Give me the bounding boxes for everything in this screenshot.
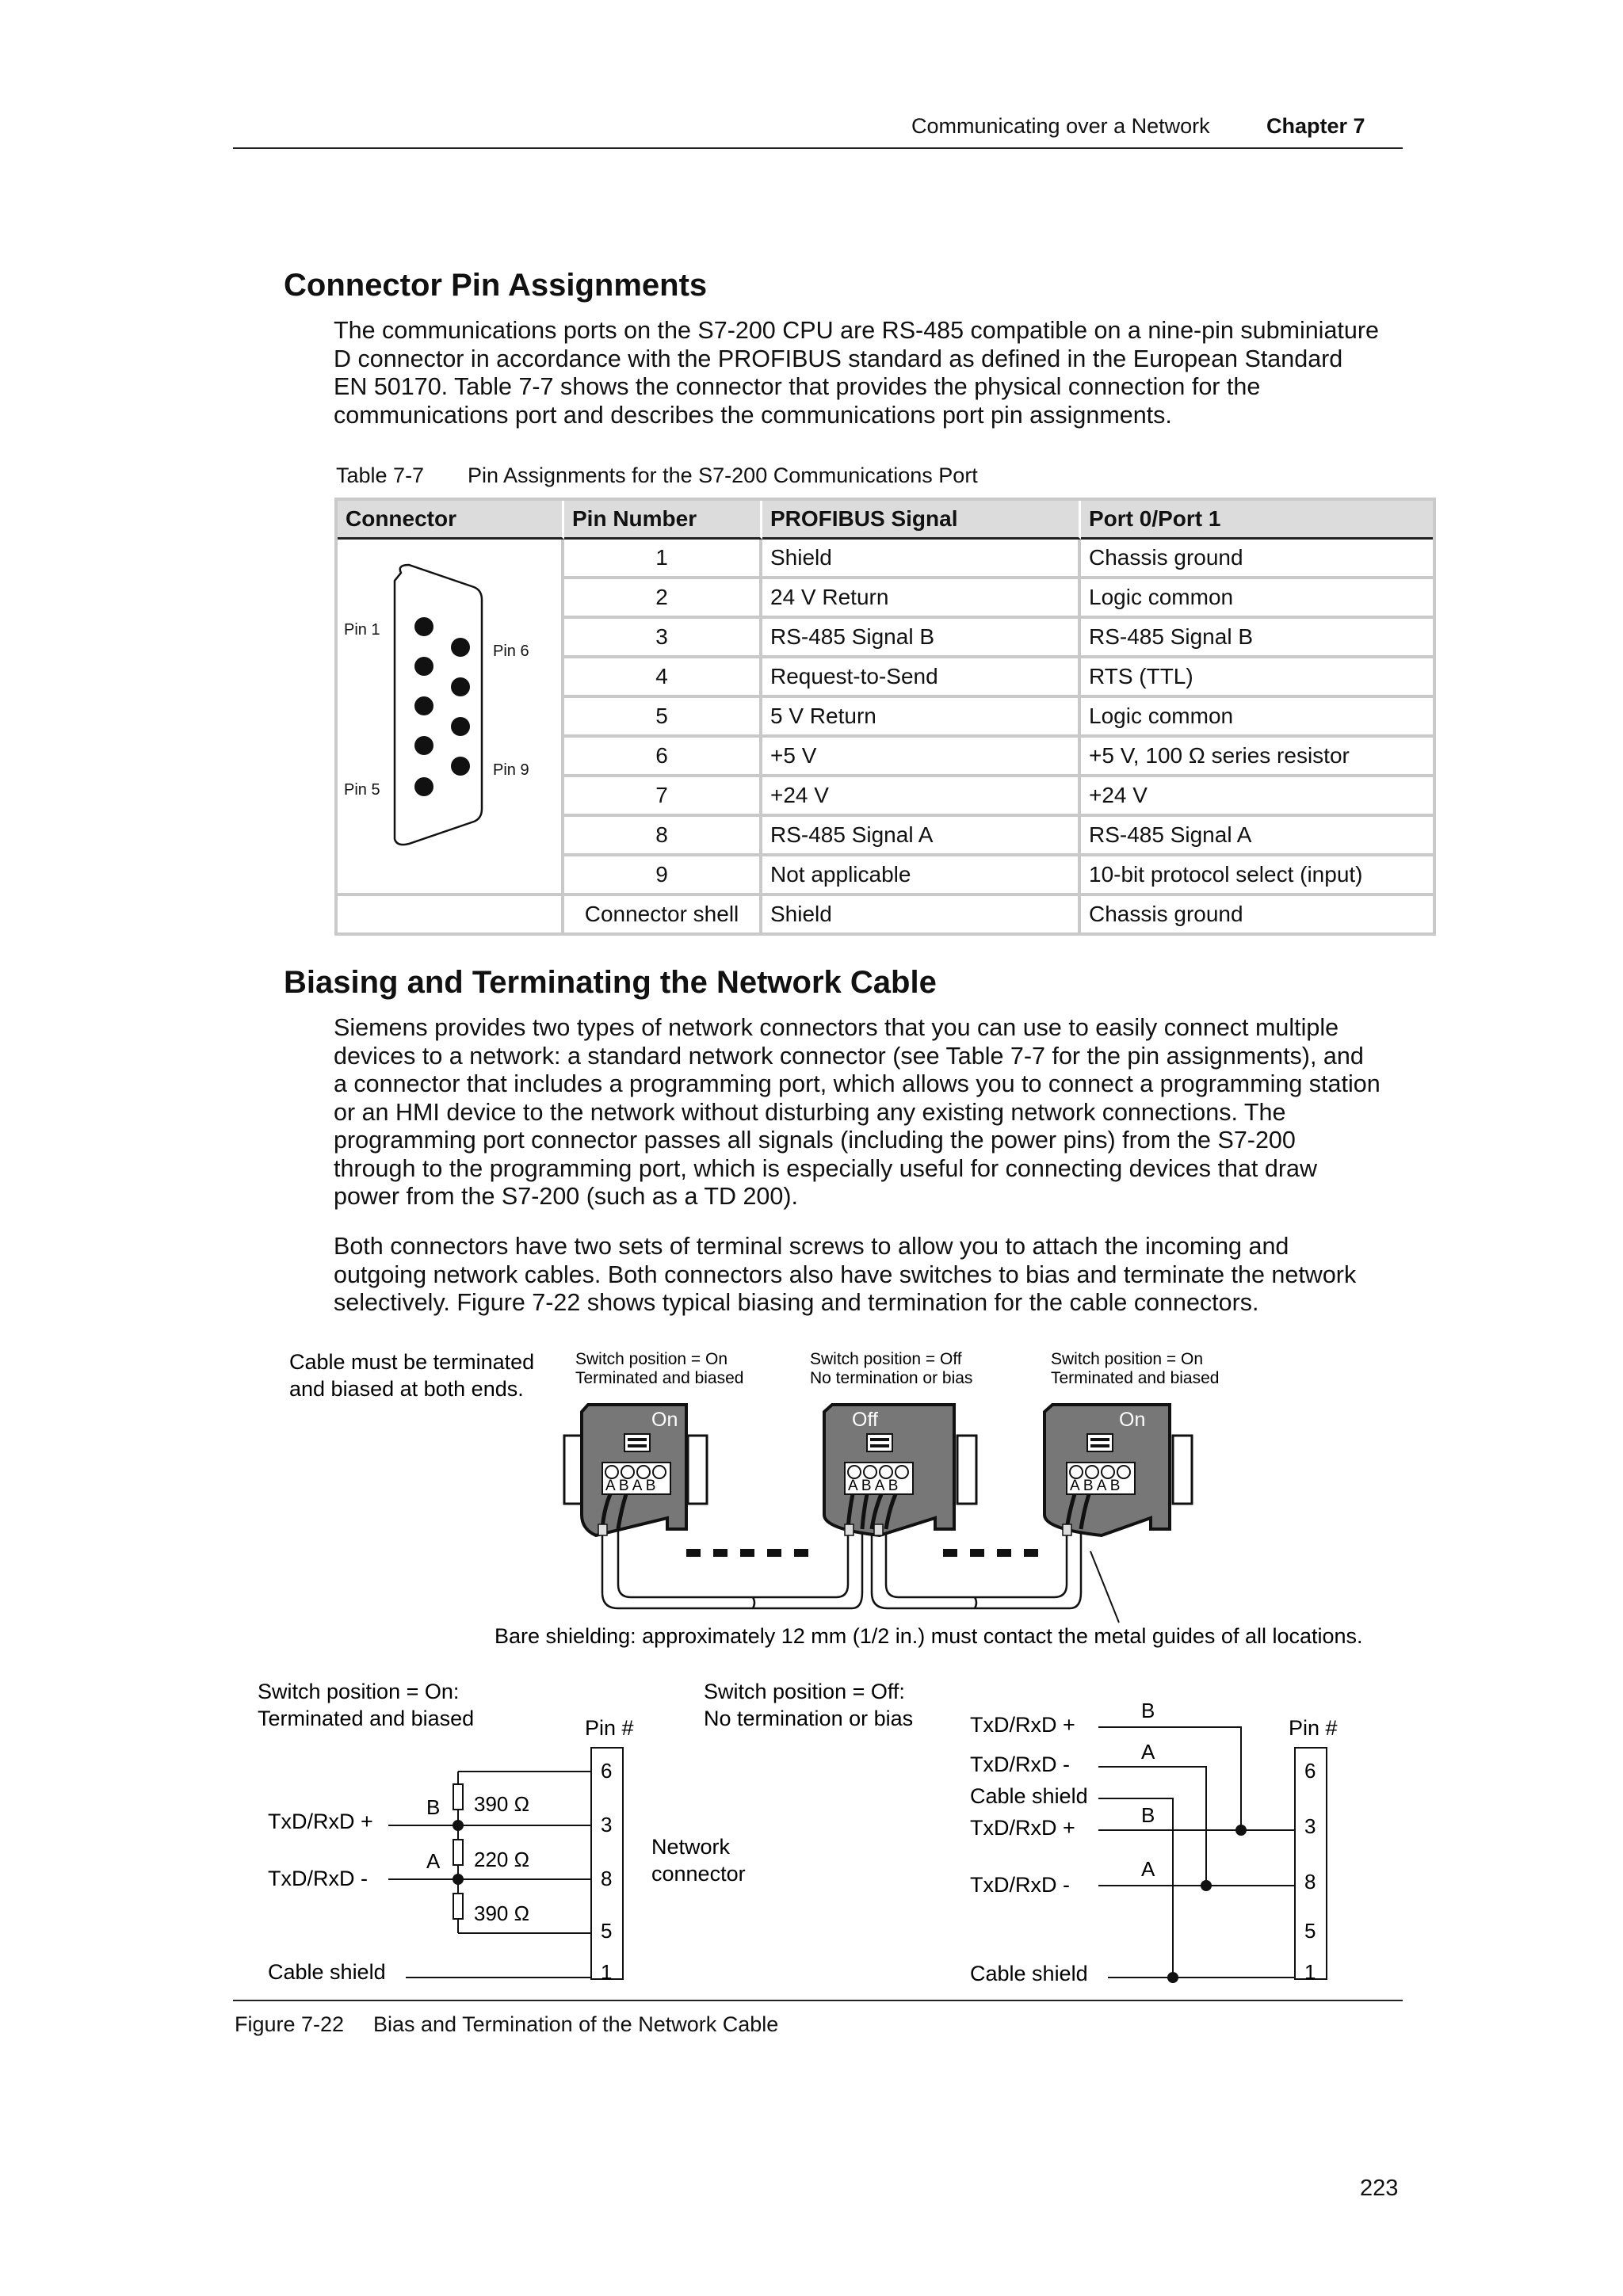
cell-port: Chassis ground <box>1089 902 1243 926</box>
left-line-a: A <box>426 1849 441 1873</box>
cell-signal: RS-485 Signal A <box>762 817 1081 856</box>
right-schematic-title: Switch position = Off: <box>704 1680 905 1703</box>
connector-3-description: Terminated and biased <box>1051 1369 1220 1387</box>
paragraph-line: communications port and describes the communications port pin assignments. <box>334 401 1172 429</box>
header-connector: Connector <box>338 501 564 540</box>
left-pin-header: Pin # <box>585 1716 634 1740</box>
cell-port: RTS (TTL) <box>1081 658 1433 698</box>
cell-port: Logic common <box>1081 698 1433 738</box>
paragraph-terminal-screws <box>334 1233 1411 1318</box>
left-line-b: B <box>426 1795 441 1819</box>
cell-pin: 6 <box>564 738 762 777</box>
header-profibus-signal: PROFIBUS Signal <box>762 501 1081 540</box>
cell-port: 10-bit protocol select (input) <box>1081 856 1433 896</box>
terminal-labels: A B A B <box>1070 1478 1121 1494</box>
cell-pin: 8 <box>564 817 762 856</box>
label-pin-1: Pin 1 <box>344 621 380 639</box>
table-row <box>338 540 1433 579</box>
pin-assignment-table <box>334 498 1436 936</box>
cell-port: RS-485 Signal A <box>1081 817 1433 856</box>
page-number: 223 <box>1360 2176 1399 2201</box>
figure-note-line: Cable must be terminated <box>289 1350 535 1374</box>
paragraph-line: D connector in accordance with the PROFIBUS standard as defined in the European Standard <box>334 345 1343 372</box>
left-signal-txd-minus: TxD/RxD - <box>268 1867 368 1890</box>
resistor-390-top: 390 Ω <box>474 1792 530 1816</box>
left-schematic-subtitle: Terminated and biased <box>258 1707 475 1730</box>
cell-port: RS-485 Signal B <box>1081 619 1433 658</box>
right-signal-cable-shield-in: Cable shield <box>970 1784 1088 1808</box>
table-caption-title: Pin Assignments for the S7-200 Communications Port <box>468 463 978 487</box>
right-pin: 1 <box>1304 1960 1316 1984</box>
connector-2-switch-position: Switch position = Off <box>810 1350 962 1368</box>
right-signal-txd-plus-out: TxD/RxD + <box>970 1816 1075 1840</box>
right-pin: 6 <box>1304 1759 1316 1783</box>
right-pin: 8 <box>1304 1870 1316 1894</box>
switch-label-off: Off <box>852 1409 878 1431</box>
cell-signal: +24 V <box>762 777 1081 817</box>
cell-signal: 5 V Return <box>762 698 1081 738</box>
left-schematic-title: Switch position = On: <box>258 1680 460 1703</box>
paragraph-line: or an HMI device to the network without disturbing any existing network connections. The <box>334 1098 1286 1126</box>
right-signal-cable-shield-out: Cable shield <box>970 1962 1088 1985</box>
label-pin-6: Pin 6 <box>493 643 529 660</box>
running-header-chapter: Chapter 7 <box>1266 114 1365 138</box>
terminal-labels: A B A B <box>848 1478 899 1494</box>
right-schematic <box>704 1680 1338 1985</box>
cell-signal: Shield <box>762 896 1081 933</box>
right-signal-txd-plus-in: TxD/RxD + <box>970 1713 1075 1737</box>
figure-caption-number: Figure 7-22 <box>235 2012 345 2036</box>
paragraph-line: a connector that includes a programming port, which allows you to connect a programming station <box>334 1070 1381 1097</box>
header-rule <box>233 147 1403 149</box>
cell-pin: Connector shell <box>564 896 762 933</box>
bias-termination-figure <box>0 1339 1623 1997</box>
cell-pin: 3 <box>564 619 762 658</box>
figure-rule <box>233 2000 1403 2001</box>
shield-note: Bare shielding: approximately 12 mm (1/2 in.) must contact the metal guides of all locations. <box>495 1624 1363 1648</box>
cell-port: Logic common <box>1081 579 1433 619</box>
left-pin: 6 <box>601 1759 613 1783</box>
connector-3-switch-position: Switch position = On <box>1051 1350 1204 1368</box>
cell-signal: RS-485 Signal B <box>762 619 1081 658</box>
right-pin: 5 <box>1304 1919 1316 1943</box>
switch-label-on: On <box>1119 1409 1146 1431</box>
db9-connector-illustration <box>338 540 546 920</box>
right-signal-txd-minus-in: TxD/RxD - <box>970 1753 1070 1776</box>
left-schematic <box>258 1680 746 1984</box>
paragraph-connector-intro <box>334 317 1411 429</box>
paragraph-line: devices to a network: a standard network connector (see Table 7-7 for the pin assignments), and <box>334 1042 1364 1070</box>
paragraph-line: The communications ports on the S7-200 CPU are RS-485 compatible on a nine-pin subminiature <box>334 317 1379 344</box>
left-signal-cable-shield: Cable shield <box>268 1960 386 1984</box>
left-pin: 1 <box>601 1960 613 1984</box>
right-pin-header: Pin # <box>1289 1716 1338 1740</box>
paragraph-line: Siemens provides two types of network connectors that you can use to easily connect multiple <box>334 1014 1339 1041</box>
header-pin-number: Pin Number <box>564 501 762 540</box>
right-line-label-a: A <box>1141 1857 1155 1881</box>
figure-note-line: and biased at both ends. <box>289 1377 524 1401</box>
right-line-label-b: B <box>1141 1803 1155 1827</box>
right-line-label-b: B <box>1141 1699 1155 1722</box>
right-pin: 3 <box>1304 1814 1316 1838</box>
cell-signal: Not applicable <box>762 856 1081 896</box>
cell-pin: 4 <box>564 658 762 698</box>
paragraph-line: outgoing network cables. Both connectors also have switches to bias and terminate the network <box>334 1261 1357 1288</box>
connector-1-description: Terminated and biased <box>575 1369 744 1387</box>
left-pin: 5 <box>601 1919 613 1943</box>
paragraph-line: programming port connector passes all signals (including the power pins) from the S7-200 <box>334 1127 1296 1154</box>
header-port: Port 0/Port 1 <box>1081 501 1433 540</box>
figure-caption-title: Bias and Termination of the Network Cable <box>373 2012 779 2036</box>
cell-signal: Shield <box>762 540 1081 579</box>
right-schematic-subtitle: No termination or bias <box>704 1707 914 1730</box>
network-connector-1 <box>564 1405 707 1535</box>
cell-pin: 7 <box>564 777 762 817</box>
paragraph-line: power from the S7-200 (such as a TD 200). <box>334 1183 798 1210</box>
network-connector-3 <box>1044 1405 1192 1535</box>
paragraph-line: Both connectors have two sets of terminal screws to allow you to attach the incoming and <box>334 1233 1289 1260</box>
table-header-row <box>338 501 1433 540</box>
label-pin-5: Pin 5 <box>344 781 380 799</box>
network-connector-2 <box>824 1405 976 1535</box>
switch-label-on: On <box>651 1409 678 1431</box>
right-line-label-a: A <box>1141 1740 1155 1764</box>
label-pin-9: Pin 9 <box>493 761 529 779</box>
cell-signal: Request-to-Send <box>762 658 1081 698</box>
resistor-220: 220 Ω <box>474 1848 530 1871</box>
cell-pin: 5 <box>564 698 762 738</box>
cell-pin: 9 <box>564 856 762 896</box>
network-connector-label: connector <box>651 1862 746 1886</box>
cell-port: +24 V <box>1081 777 1433 817</box>
running-header-section: Communicating over a Network <box>911 114 1210 138</box>
resistor-390-bottom: 390 Ω <box>474 1901 530 1925</box>
cell-pin: 1 <box>564 540 762 579</box>
table-caption-number: Table 7-7 <box>336 463 425 487</box>
left-signal-txd-plus: TxD/RxD + <box>268 1810 373 1833</box>
cell-port: Chassis ground <box>1081 540 1433 579</box>
network-connector-label: Network <box>651 1835 731 1859</box>
cell-signal: 24 V Return <box>762 579 1081 619</box>
paragraph-line: EN 50170. Table 7-7 shows the connector that provides the physical connection for the <box>334 373 1261 400</box>
section-title-biasing: Biasing and Terminating the Network Cable <box>284 965 937 1000</box>
connector-2-description: No termination or bias <box>810 1369 973 1387</box>
network-cables <box>602 1529 1119 1623</box>
left-pin: 8 <box>601 1867 613 1890</box>
cell-signal: +5 V <box>762 738 1081 777</box>
cell-pin: 2 <box>564 579 762 619</box>
section-title-connector: Connector Pin Assignments <box>284 268 708 303</box>
paragraph-network-connectors <box>334 1014 1411 1211</box>
connector-1-switch-position: Switch position = On <box>575 1350 728 1368</box>
paragraph-line: selectively. Figure 7-22 shows typical biasing and termination for the cable connectors. <box>334 1289 1259 1316</box>
paragraph-line: through to the programming port, which is especially useful for connecting devices that draw <box>334 1154 1317 1182</box>
right-signal-txd-minus-out: TxD/RxD - <box>970 1873 1070 1897</box>
connector-drawing-cell <box>338 540 564 896</box>
cell-port: +5 V, 100 Ω series resistor <box>1081 738 1433 777</box>
terminal-labels: A B A B <box>605 1478 656 1494</box>
left-pin: 3 <box>601 1813 613 1836</box>
